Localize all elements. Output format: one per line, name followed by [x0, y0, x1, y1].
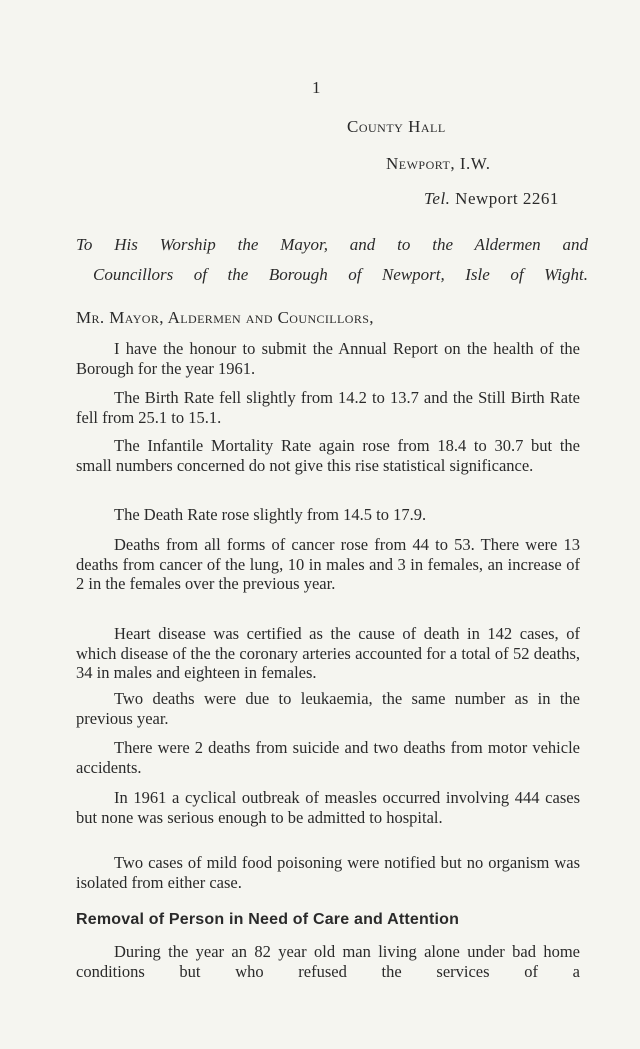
recipient-block [76, 230, 588, 290]
paragraph: During the year an 82 year old man living alone under bad home conditions but who refused the services of a [76, 942, 580, 981]
paragraph: Two deaths were due to leukaemia, the same number as in the previous year. [76, 689, 580, 728]
paragraph: There were 2 deaths from suicide and two deaths from motor vehicle accidents. [76, 738, 580, 777]
paragraph: The Birth Rate fell slightly from 14.2 to 13.7 and the Still Birth Rate fell from 25.1 to 15.1. [76, 388, 580, 427]
body-paragraph-6 [76, 624, 580, 683]
address-line-newport: Newport, I.W. [386, 154, 491, 173]
telephone-label: Tel. [424, 189, 451, 208]
body-paragraph-10 [76, 853, 580, 892]
address-line-county-hall: County Hall [347, 117, 446, 136]
paragraph: Two cases of mild food poisoning were notified but no organism was isolated from either case. [76, 853, 580, 892]
body-paragraph-4 [76, 505, 580, 525]
paragraph: Heart disease was certified as the cause of death in 142 cases, of which disease of the the coronary arteries accounted for a total of 52 deaths, 34 in males and eighteen in females. [76, 624, 580, 682]
paragraph: In 1961 a cyclical outbreak of measles occurred involving 444 cases but none was serious enough to be admitted to hospital. [76, 788, 580, 827]
body-paragraph-9 [76, 788, 580, 827]
body-paragraph-8 [76, 738, 580, 777]
body-paragraph-2 [76, 388, 580, 427]
paragraph: The Infantile Mortality Rate again rose from 18.4 to 30.7 but the small numbers concerned do not give this rise statistical significance. [76, 436, 580, 475]
page-number: 1 [312, 78, 321, 97]
paragraph: Deaths from all forms of cancer rose from 44 to 53. There were 13 deaths from cancer of the lung, 10 in males and 3 in females, an increase of 2 in the females over the previous year. [76, 535, 580, 593]
body-paragraph-7 [76, 689, 580, 728]
paragraph: The Death Rate rose slightly from 14.5 to 17.9. [114, 505, 427, 524]
body-paragraph-5 [76, 535, 580, 594]
recipient-line-1: To His Worship the Mayor, and to the Aldermen and [76, 235, 588, 254]
address-telephone [424, 189, 559, 209]
telephone-value: Newport 2261 [455, 189, 559, 208]
salutation: Mr. Mayor, Aldermen and Councillors, [76, 308, 374, 327]
body-paragraph-1 [76, 339, 580, 378]
section-heading: Removal of Person in Need of Care and Attention [76, 911, 460, 928]
paragraph: I have the honour to submit the Annual Report on the health of the Borough for the year 1961. [76, 339, 580, 378]
body-paragraph-3 [76, 436, 580, 475]
section-paragraph [76, 942, 580, 981]
recipient-line-2: Councillors of the Borough of Newport, Isle of Wight. [93, 265, 588, 284]
